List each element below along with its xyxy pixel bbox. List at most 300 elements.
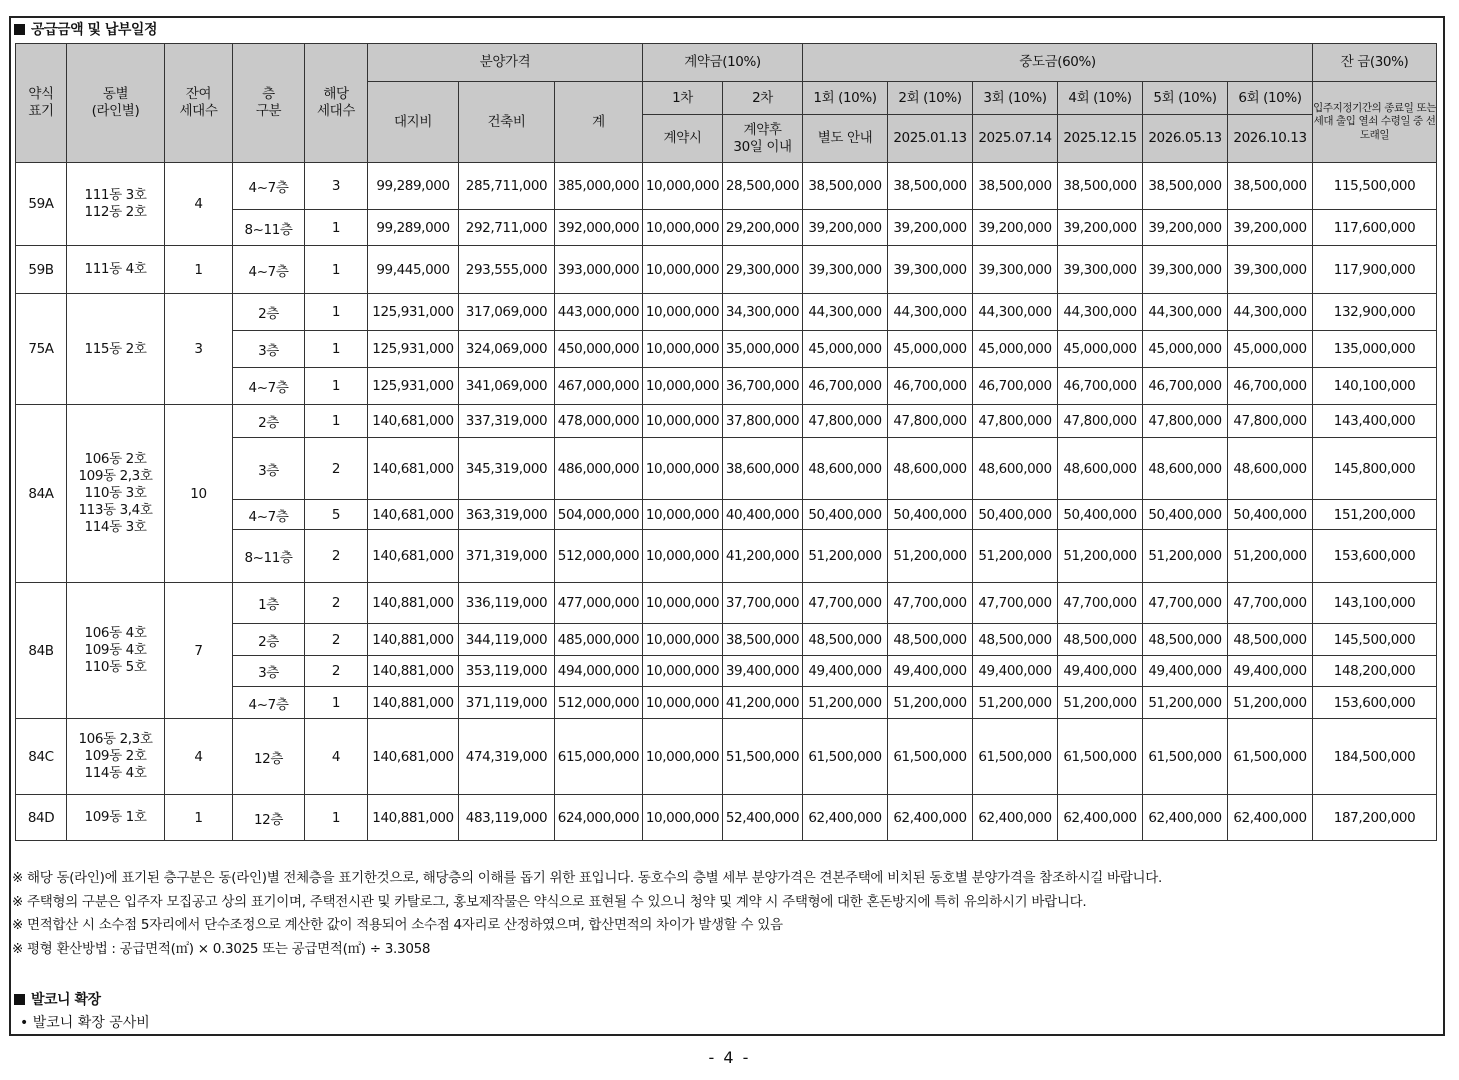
dong-cell (67, 405, 165, 583)
price-table (15, 43, 1437, 841)
header-c1-when: 계약시 (643, 115, 723, 163)
floor-cell: 2층 (233, 624, 305, 656)
units-cell: 2 (305, 624, 368, 656)
note-line: ※ 주택형의 구분은 입주자 모집공고 상의 표기이며, 주택전시관 및 카탈로그, 홍보제작물은 약식으로 표현될 수 있으니 청약 및 계약 시 주택형에 대한 혼돈방지에 특히 유의하시기 바랍니다. (12, 893, 1087, 910)
mid-payment-5-cell: 61,500,000 (1143, 719, 1228, 795)
dong-line: 106동 4호 (84, 625, 147, 642)
building-price-cell: 317,069,000 (459, 294, 555, 331)
mid-payment-6-cell: 51,200,000 (1228, 530, 1313, 583)
contract-2-cell: 39,400,000 (723, 656, 803, 687)
mid-payment-3-cell: 62,400,000 (973, 795, 1058, 841)
remain-cell: 1 (165, 795, 233, 841)
building-price-cell: 341,069,000 (459, 368, 555, 405)
total-price-cell: 385,000,000 (555, 163, 643, 210)
mid-payment-6-cell: 39,300,000 (1228, 246, 1313, 294)
type-cell: 75A (16, 294, 67, 405)
contract-2-cell: 34,300,000 (723, 294, 803, 331)
mid-payment-6-cell: 47,700,000 (1228, 583, 1313, 624)
floor-cell: 4~7층 (233, 687, 305, 719)
balance-cell: 145,500,000 (1313, 624, 1437, 656)
mid-payment-5-cell: 48,600,000 (1143, 438, 1228, 500)
dong-line: 106동 2호 (84, 451, 147, 468)
floor-cell: 12층 (233, 795, 305, 841)
units-cell: 1 (305, 210, 368, 246)
header-balance-group: 잔 금(30%) (1313, 44, 1437, 82)
mid-payment-5-cell: 51,200,000 (1143, 530, 1228, 583)
mid-payment-3-cell: 45,000,000 (973, 331, 1058, 368)
header-mid-date-6: 2026.10.13 (1228, 115, 1313, 163)
dong-line: 115동 2호 (84, 340, 147, 357)
mid-payment-3-cell: 48,600,000 (973, 438, 1058, 500)
dong-line: 109동 2,3호 (78, 468, 153, 485)
header-dong: 동별 (라인별) (67, 44, 165, 163)
mid-payment-6-cell: 61,500,000 (1228, 719, 1313, 795)
contract-1-cell: 10,000,000 (643, 368, 723, 405)
mid-payment-3-cell: 39,300,000 (973, 246, 1058, 294)
dong-line: 109동 1호 (84, 809, 147, 826)
header-total: 계 (555, 82, 643, 163)
land-price-cell: 140,681,000 (368, 719, 459, 795)
header-contract-group: 계약금(10%) (643, 44, 803, 82)
header-mid-date-4: 2025.12.15 (1058, 115, 1143, 163)
mid-payment-4-cell: 44,300,000 (1058, 294, 1143, 331)
units-cell: 1 (305, 687, 368, 719)
mid-payment-6-cell: 49,400,000 (1228, 656, 1313, 687)
contract-2-cell: 41,200,000 (723, 687, 803, 719)
table-row (16, 294, 1437, 331)
floor-cell: 8~11층 (233, 530, 305, 583)
mid-payment-1-cell: 39,200,000 (803, 210, 888, 246)
total-price-cell: 624,000,000 (555, 795, 643, 841)
mid-payment-2-cell: 61,500,000 (888, 719, 973, 795)
mid-payment-1-cell: 49,400,000 (803, 656, 888, 687)
building-price-cell: 293,555,000 (459, 246, 555, 294)
note-line: ※ 면적합산 시 소수점 5자리에서 단수조정으로 계산한 값이 적용되어 소수점 4자리로 산정하였으며, 합산면적의 차이가 발생할 수 있음 (12, 917, 783, 933)
mid-payment-2-cell: 45,000,000 (888, 331, 973, 368)
total-price-cell: 486,000,000 (555, 438, 643, 500)
dong-line: 111동 4호 (84, 261, 147, 278)
contract-2-cell: 41,200,000 (723, 530, 803, 583)
square-bullet-icon (14, 24, 25, 35)
mid-payment-6-cell: 62,400,000 (1228, 795, 1313, 841)
mid-payment-2-cell: 47,800,000 (888, 405, 973, 438)
floor-cell: 4~7층 (233, 246, 305, 294)
floor-cell: 1층 (233, 583, 305, 624)
contract-1-cell: 10,000,000 (643, 331, 723, 368)
land-price-cell: 99,289,000 (368, 210, 459, 246)
total-price-cell: 450,000,000 (555, 331, 643, 368)
mid-payment-4-cell: 50,400,000 (1058, 500, 1143, 530)
contract-2-cell: 38,500,000 (723, 624, 803, 656)
dong-line: 112동 2호 (84, 204, 147, 220)
mid-payment-5-cell: 51,200,000 (1143, 687, 1228, 719)
floor-cell: 8~11층 (233, 210, 305, 246)
units-cell: 1 (305, 246, 368, 294)
floor-cell: 4~7층 (233, 163, 305, 210)
dong-line: 109동 2호 (84, 748, 147, 765)
balance-cell: 153,600,000 (1313, 687, 1437, 719)
land-price-cell: 125,931,000 (368, 294, 459, 331)
mid-payment-6-cell: 48,500,000 (1228, 624, 1313, 656)
contract-2-cell: 29,200,000 (723, 210, 803, 246)
land-price-cell: 125,931,000 (368, 331, 459, 368)
header-remain: 잔여 세대수 (165, 44, 233, 163)
contract-1-cell: 10,000,000 (643, 656, 723, 687)
mid-payment-2-cell: 47,700,000 (888, 583, 973, 624)
contract-2-cell: 52,400,000 (723, 795, 803, 841)
header-mid-2: 2회 (10%) (888, 82, 973, 115)
contract-1-cell: 10,000,000 (643, 530, 723, 583)
mid-payment-4-cell: 38,500,000 (1058, 163, 1143, 210)
building-price-cell: 324,069,000 (459, 331, 555, 368)
mid-payment-3-cell: 47,700,000 (973, 583, 1058, 624)
land-price-cell: 140,881,000 (368, 795, 459, 841)
mid-payment-1-cell: 48,600,000 (803, 438, 888, 500)
land-price-cell: 140,681,000 (368, 438, 459, 500)
mid-payment-4-cell: 62,400,000 (1058, 795, 1143, 841)
header-mid-5: 5회 (10%) (1143, 82, 1228, 115)
mid-payment-2-cell: 50,400,000 (888, 500, 973, 530)
floor-cell: 4~7층 (233, 500, 305, 530)
building-price-cell: 353,119,000 (459, 656, 555, 687)
mid-payment-4-cell: 46,700,000 (1058, 368, 1143, 405)
contract-1-cell: 10,000,000 (643, 210, 723, 246)
contract-2-cell: 37,800,000 (723, 405, 803, 438)
mid-payment-4-cell: 61,500,000 (1058, 719, 1143, 795)
contract-1-cell: 10,000,000 (643, 719, 723, 795)
mid-payment-4-cell: 47,700,000 (1058, 583, 1143, 624)
contract-2-cell: 29,300,000 (723, 246, 803, 294)
table-row (16, 246, 1437, 294)
floor-cell: 3층 (233, 656, 305, 687)
dong-cell (67, 246, 165, 294)
total-price-cell: 512,000,000 (555, 687, 643, 719)
mid-payment-6-cell: 50,400,000 (1228, 500, 1313, 530)
mid-payment-3-cell: 38,500,000 (973, 163, 1058, 210)
mid-payment-1-cell: 38,500,000 (803, 163, 888, 210)
mid-payment-6-cell: 39,200,000 (1228, 210, 1313, 246)
total-price-cell: 393,000,000 (555, 246, 643, 294)
header-balance-when: 입주지정기간의 종료일 또는 세대 출입 열쇠 수령일 중 선도래일 (1313, 82, 1437, 163)
mid-payment-5-cell: 47,800,000 (1143, 405, 1228, 438)
mid-payment-3-cell: 61,500,000 (973, 719, 1058, 795)
contract-2-cell: 51,500,000 (723, 719, 803, 795)
balance-cell: 184,500,000 (1313, 719, 1437, 795)
mid-payment-4-cell: 51,200,000 (1058, 687, 1143, 719)
mid-payment-5-cell: 46,700,000 (1143, 368, 1228, 405)
mid-payment-3-cell: 48,500,000 (973, 624, 1058, 656)
dong-line: 111동 3호 (84, 187, 147, 204)
mid-payment-4-cell: 48,500,000 (1058, 624, 1143, 656)
balance-cell: 187,200,000 (1313, 795, 1437, 841)
floor-cell: 2층 (233, 405, 305, 438)
mid-payment-1-cell: 48,500,000 (803, 624, 888, 656)
mid-payment-6-cell: 48,600,000 (1228, 438, 1313, 500)
building-price-cell: 292,711,000 (459, 210, 555, 246)
total-price-cell: 485,000,000 (555, 624, 643, 656)
total-price-cell: 443,000,000 (555, 294, 643, 331)
total-price-cell: 478,000,000 (555, 405, 643, 438)
mid-payment-1-cell: 51,200,000 (803, 530, 888, 583)
land-price-cell: 140,681,000 (368, 405, 459, 438)
contract-2-cell: 36,700,000 (723, 368, 803, 405)
units-cell: 1 (305, 294, 368, 331)
balance-cell: 143,400,000 (1313, 405, 1437, 438)
units-cell: 5 (305, 500, 368, 530)
mid-payment-5-cell: 44,300,000 (1143, 294, 1228, 331)
mid-payment-5-cell: 48,500,000 (1143, 624, 1228, 656)
mid-payment-1-cell: 50,400,000 (803, 500, 888, 530)
mid-payment-2-cell: 38,500,000 (888, 163, 973, 210)
balance-cell: 145,800,000 (1313, 438, 1437, 500)
mid-payment-5-cell: 39,200,000 (1143, 210, 1228, 246)
total-price-cell: 392,000,000 (555, 210, 643, 246)
header-mid-4: 4회 (10%) (1058, 82, 1143, 115)
type-cell: 84A (16, 405, 67, 583)
price-table-body (16, 163, 1437, 841)
land-price-cell: 140,681,000 (368, 500, 459, 530)
mid-payment-2-cell: 44,300,000 (888, 294, 973, 331)
units-cell: 1 (305, 405, 368, 438)
balance-cell: 117,600,000 (1313, 210, 1437, 246)
balcony-cost-item: • 발코니 확장 공사비 (20, 1015, 150, 1031)
units-cell: 2 (305, 438, 368, 500)
floor-cell: 4~7층 (233, 368, 305, 405)
header-price-group: 분양가격 (368, 44, 643, 82)
mid-payment-4-cell: 39,200,000 (1058, 210, 1143, 246)
building-price-cell: 344,119,000 (459, 624, 555, 656)
mid-payment-4-cell: 45,000,000 (1058, 331, 1143, 368)
dong-line: 114동 4호 (84, 764, 147, 781)
floor-cell: 3층 (233, 438, 305, 500)
type-cell: 59B (16, 246, 67, 294)
land-price-cell: 99,445,000 (368, 246, 459, 294)
mid-payment-6-cell: 45,000,000 (1228, 331, 1313, 368)
header-building: 건축비 (459, 82, 555, 163)
mid-payment-5-cell: 45,000,000 (1143, 331, 1228, 368)
mid-payment-5-cell: 62,400,000 (1143, 795, 1228, 841)
dong-cell (67, 163, 165, 246)
remain-cell: 4 (165, 719, 233, 795)
type-cell: 59A (16, 163, 67, 246)
floor-cell: 2층 (233, 294, 305, 331)
mid-payment-2-cell: 62,400,000 (888, 795, 973, 841)
dong-line: 114동 3호 (84, 518, 147, 535)
table-row (16, 163, 1437, 210)
total-price-cell: 467,000,000 (555, 368, 643, 405)
mid-payment-4-cell: 51,200,000 (1058, 530, 1143, 583)
header-mid-1: 1회 (10%) (803, 82, 888, 115)
header-c1: 1차 (643, 82, 723, 115)
mid-payment-4-cell: 39,300,000 (1058, 246, 1143, 294)
contract-2-cell: 37,700,000 (723, 583, 803, 624)
contract-1-cell: 10,000,000 (643, 294, 723, 331)
floor-cell: 12층 (233, 719, 305, 795)
mid-payment-3-cell: 51,200,000 (973, 687, 1058, 719)
mid-payment-5-cell: 47,700,000 (1143, 583, 1228, 624)
mid-payment-1-cell: 44,300,000 (803, 294, 888, 331)
header-mid-date-2: 2025.01.13 (888, 115, 973, 163)
mid-payment-1-cell: 47,800,000 (803, 405, 888, 438)
square-bullet-icon (14, 994, 25, 1005)
contract-1-cell: 10,000,000 (643, 405, 723, 438)
building-price-cell: 337,319,000 (459, 405, 555, 438)
dong-line: 110동 3호 (84, 485, 147, 502)
contract-2-cell: 40,400,000 (723, 500, 803, 530)
balance-cell: 117,900,000 (1313, 246, 1437, 294)
mid-payment-3-cell: 39,200,000 (973, 210, 1058, 246)
contract-2-cell: 28,500,000 (723, 163, 803, 210)
land-price-cell: 140,881,000 (368, 583, 459, 624)
contract-1-cell: 10,000,000 (643, 624, 723, 656)
units-cell: 2 (305, 583, 368, 624)
mid-payment-4-cell: 49,400,000 (1058, 656, 1143, 687)
contract-1-cell: 10,000,000 (643, 438, 723, 500)
section-title-price: 공급금액 및 납부일정 (14, 19, 157, 39)
building-price-cell: 474,319,000 (459, 719, 555, 795)
mid-payment-3-cell: 51,200,000 (973, 530, 1058, 583)
header-type: 약식 표기 (16, 44, 67, 163)
balance-cell: 140,100,000 (1313, 368, 1437, 405)
building-price-cell: 363,319,000 (459, 500, 555, 530)
mid-payment-1-cell: 46,700,000 (803, 368, 888, 405)
balance-cell: 148,200,000 (1313, 656, 1437, 687)
mid-payment-3-cell: 44,300,000 (973, 294, 1058, 331)
header-land: 대지비 (368, 82, 459, 163)
balance-cell: 151,200,000 (1313, 500, 1437, 530)
units-cell: 1 (305, 795, 368, 841)
header-units: 해당 세대수 (305, 44, 368, 163)
mid-payment-5-cell: 50,400,000 (1143, 500, 1228, 530)
floor-cell: 3층 (233, 331, 305, 368)
contract-1-cell: 10,000,000 (643, 583, 723, 624)
units-cell: 3 (305, 163, 368, 210)
mid-payment-5-cell: 38,500,000 (1143, 163, 1228, 210)
land-price-cell: 99,289,000 (368, 163, 459, 210)
mid-payment-5-cell: 49,400,000 (1143, 656, 1228, 687)
total-price-cell: 504,000,000 (555, 500, 643, 530)
total-price-cell: 512,000,000 (555, 530, 643, 583)
mid-payment-3-cell: 46,700,000 (973, 368, 1058, 405)
mid-payment-1-cell: 45,000,000 (803, 331, 888, 368)
contract-2-cell: 38,600,000 (723, 438, 803, 500)
notes (12, 867, 1162, 961)
mid-payment-2-cell: 39,300,000 (888, 246, 973, 294)
mid-payment-6-cell: 47,800,000 (1228, 405, 1313, 438)
mid-payment-5-cell: 39,300,000 (1143, 246, 1228, 294)
building-price-cell: 345,319,000 (459, 438, 555, 500)
land-price-cell: 140,681,000 (368, 530, 459, 583)
total-price-cell: 615,000,000 (555, 719, 643, 795)
remain-cell: 7 (165, 583, 233, 719)
note-line: ※ 해당 동(라인)에 표기된 층구분은 동(라인)별 전체층을 표기한것으로, 해당층의 이해를 돕기 위한 표입니다. 동호수의 층별 세부 분양가격은 견본주택에 비치된 동호별 분양가격을 참조하시길 바랍니다. (12, 870, 1162, 886)
note-line: ※ 평형 환산방법 : 공급면적(㎡) × 0.3025 또는 공급면적(㎡) ÷ 3.3058 (12, 940, 431, 957)
remain-cell: 1 (165, 246, 233, 294)
header-mid-3: 3회 (10%) (973, 82, 1058, 115)
building-price-cell: 371,119,000 (459, 687, 555, 719)
units-cell: 4 (305, 719, 368, 795)
units-cell: 2 (305, 656, 368, 687)
contract-2-cell: 35,000,000 (723, 331, 803, 368)
land-price-cell: 125,931,000 (368, 368, 459, 405)
units-cell: 2 (305, 530, 368, 583)
mid-payment-2-cell: 51,200,000 (888, 530, 973, 583)
mid-payment-2-cell: 48,600,000 (888, 438, 973, 500)
type-cell: 84D (16, 795, 67, 841)
contract-1-cell: 10,000,000 (643, 163, 723, 210)
mid-payment-1-cell: 39,300,000 (803, 246, 888, 294)
header-mid-group: 중도금(60%) (803, 44, 1313, 82)
land-price-cell: 140,881,000 (368, 624, 459, 656)
contract-1-cell: 10,000,000 (643, 246, 723, 294)
mid-payment-6-cell: 38,500,000 (1228, 163, 1313, 210)
mid-payment-6-cell: 44,300,000 (1228, 294, 1313, 331)
building-price-cell: 285,711,000 (459, 163, 555, 210)
dong-cell (67, 294, 165, 405)
total-price-cell: 477,000,000 (555, 583, 643, 624)
mid-payment-1-cell: 51,200,000 (803, 687, 888, 719)
dong-cell (67, 795, 165, 841)
balance-cell: 143,100,000 (1313, 583, 1437, 624)
balance-cell: 135,000,000 (1313, 331, 1437, 368)
mid-payment-2-cell: 48,500,000 (888, 624, 973, 656)
table-row (16, 405, 1437, 438)
contract-1-cell: 10,000,000 (643, 687, 723, 719)
mid-payment-2-cell: 49,400,000 (888, 656, 973, 687)
type-cell: 84C (16, 719, 67, 795)
mid-payment-2-cell: 46,700,000 (888, 368, 973, 405)
remain-cell: 4 (165, 163, 233, 246)
contract-1-cell: 10,000,000 (643, 795, 723, 841)
mid-payment-3-cell: 47,800,000 (973, 405, 1058, 438)
header-floor: 층 구분 (233, 44, 305, 163)
page-number: - 4 - (708, 1048, 751, 1067)
section-title-balcony: 발코니 확장 (14, 989, 101, 1009)
table-row (16, 583, 1437, 624)
balance-cell: 153,600,000 (1313, 530, 1437, 583)
dong-line: 110동 5호 (84, 658, 147, 675)
contract-1-cell: 10,000,000 (643, 500, 723, 530)
building-price-cell: 483,119,000 (459, 795, 555, 841)
building-price-cell: 371,319,000 (459, 530, 555, 583)
mid-payment-1-cell: 47,700,000 (803, 583, 888, 624)
land-price-cell: 140,881,000 (368, 687, 459, 719)
table-row (16, 719, 1437, 795)
mid-payment-1-cell: 61,500,000 (803, 719, 888, 795)
mid-payment-1-cell: 62,400,000 (803, 795, 888, 841)
header-c2-when: 계약후 30일 이내 (723, 115, 803, 163)
header-c2: 2차 (723, 82, 803, 115)
mid-payment-4-cell: 48,600,000 (1058, 438, 1143, 500)
balance-cell: 132,900,000 (1313, 294, 1437, 331)
header-mid-date-1: 별도 안내 (803, 115, 888, 163)
dong-cell (67, 719, 165, 795)
mid-payment-6-cell: 46,700,000 (1228, 368, 1313, 405)
units-cell: 1 (305, 368, 368, 405)
remain-cell: 10 (165, 405, 233, 583)
dong-line: 113동 3,4호 (78, 501, 153, 518)
dong-line: 106동 2,3호 (78, 731, 153, 748)
remain-cell: 3 (165, 294, 233, 405)
mid-payment-2-cell: 51,200,000 (888, 687, 973, 719)
mid-payment-2-cell: 39,200,000 (888, 210, 973, 246)
header-mid-date-5: 2026.05.13 (1143, 115, 1228, 163)
header-mid-date-3: 2025.07.14 (973, 115, 1058, 163)
balance-cell: 115,500,000 (1313, 163, 1437, 210)
header-mid-6: 6회 (10%) (1228, 82, 1313, 115)
dong-line: 109동 4호 (84, 642, 147, 659)
mid-payment-3-cell: 49,400,000 (973, 656, 1058, 687)
